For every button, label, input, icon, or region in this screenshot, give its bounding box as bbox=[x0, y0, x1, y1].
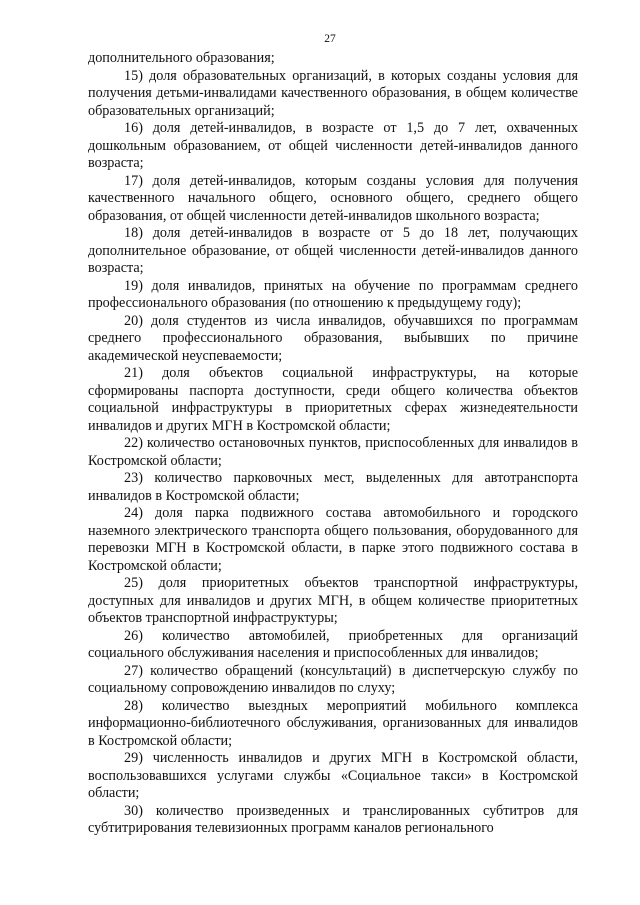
list-item-23: 23) количество парковочных мест, выделенных для автотранспорта инвалидов в Костромской области; bbox=[88, 470, 578, 504]
list-item-18: 18) доля детей-инвалидов в возрасте от 5 до 18 лет, получающих дополнительное образование, от общей численности детей-инвалидов данного возраста; bbox=[88, 225, 578, 276]
list-item-19: 19) доля инвалидов, принятых на обучение по программам среднего профессионального образования (по отношению к предыдущему году); bbox=[88, 277, 578, 311]
list-item-30: 30) количество произведенных и транслированных субтитров для субтитрирования телевизионных программ каналов регионального bbox=[88, 802, 578, 836]
list-item-21: 21) доля объектов социальной инфраструктуры, на которые сформированы паспорта доступности, среди общего количества объектов социальной инфраструктуры в приоритетных сферах жизнедеятельности инвалидов и других МГН в Костромской области; bbox=[88, 365, 578, 434]
page-number: 27 bbox=[324, 33, 336, 45]
intro-line: дополнительного образования; bbox=[88, 50, 275, 66]
list-item-26: 26) количество автомобилей, приобретенных для организаций социального обслуживания населения и приспособленных для инвалидов; bbox=[88, 627, 578, 661]
list-item-16: 16) доля детей-инвалидов, в возрасте от 1,5 до 7 лет, охваченных дошкольным образованием, от общей численности детей-инвалидов данного возраста; bbox=[88, 120, 578, 171]
list-item-15: 15) доля образовательных организаций, в которых созданы условия для получения детьми-инвалидами качественного образования, в общем количестве образовательных организаций; bbox=[88, 67, 578, 119]
list-item-22: 22) количество остановочных пунктов, приспособленных для инвалидов в Костромской области; bbox=[88, 435, 578, 469]
list-item-28: 28) количество выездных мероприятий мобильного комплекса информационно-библиотечного обслуживания, организованных для инвалидов в Костромской области; bbox=[88, 697, 578, 749]
list-item-20: 20) доля студентов из числа инвалидов, обучавшихся по программам среднего профессионального образования, выбывших по причине академической неуспеваемости; bbox=[88, 312, 578, 364]
document-body bbox=[88, 50, 578, 838]
list-item-17: 17) доля детей-инвалидов, которым созданы условия для получения качественного начального общего, основного общего, среднего общего образования, от общей численности детей-инвалидов школьного возраста; bbox=[88, 172, 578, 224]
list-item-29: 29) численность инвалидов и других МГН в Костромской области, воспользовавшихся услугами службы «Социальное такси» в Костромской области; bbox=[88, 750, 578, 801]
list-item-25: 25) доля приоритетных объектов транспортной инфраструктуры, доступных для инвалидов и других МГН, в общем количестве приоритетных объектов транспортной инфраструктуры; bbox=[88, 575, 578, 626]
list-item-24: 24) доля парка подвижного состава автомобильного и городского наземного электрического транспорта общего пользования, оборудованного для перевозки МГН в Костромской области, в парке этого подвижного состава в Костромской области; bbox=[88, 505, 578, 574]
list-item-27: 27) количество обращений (консультаций) в диспетчерскую службу по социальному сопровождению инвалидов по слуху; bbox=[88, 662, 578, 696]
